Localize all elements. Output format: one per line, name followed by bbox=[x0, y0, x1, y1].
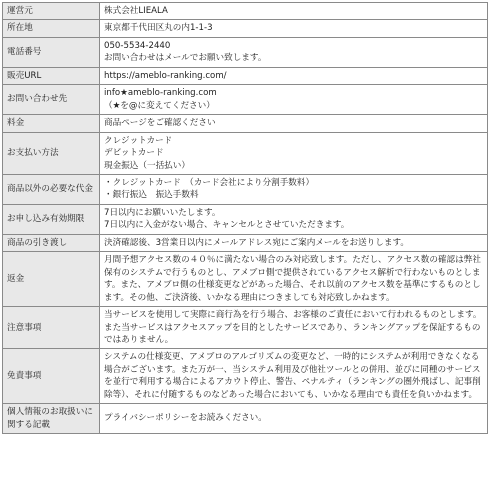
row-label: 個人情報のお取扱いに関する記載 bbox=[3, 404, 100, 434]
row-value bbox=[100, 307, 488, 349]
value-line: 当サービスを使用して実際に商行為を行う場合、お客様のご責任において行われるものとします。また当サービスはアクセスアップを目的としたサービスであり、ランキングアップを保証するものではありません。 bbox=[104, 310, 482, 345]
value-line: デビットカード bbox=[104, 148, 164, 159]
row-value bbox=[100, 20, 488, 37]
row-label: お支払い方法 bbox=[3, 132, 100, 174]
table-row bbox=[3, 20, 488, 37]
company-info-body bbox=[3, 3, 488, 434]
row-value bbox=[100, 404, 488, 434]
row-label: 返金 bbox=[3, 252, 100, 307]
contact-email-text: info★ameblo-ranking.com bbox=[104, 88, 217, 99]
table-row bbox=[3, 115, 488, 132]
row-value bbox=[100, 85, 488, 115]
row-label: お問い合わせ先 bbox=[3, 85, 100, 115]
row-value bbox=[100, 234, 488, 251]
row-label: 運営元 bbox=[3, 3, 100, 20]
table-row bbox=[3, 204, 488, 234]
value-line: 現金振込（一括払い） bbox=[104, 160, 190, 171]
row-value bbox=[100, 115, 488, 132]
row-value bbox=[100, 37, 488, 67]
table-row bbox=[3, 85, 488, 115]
value-line: 7日以内に入金がない場合、キャンセルとさせていただきます。 bbox=[104, 220, 350, 231]
table-row bbox=[3, 252, 488, 307]
value-line: 7日以内にお願いいたします。 bbox=[104, 207, 221, 218]
sales-url-link[interactable]: https://ameblo-ranking.com/ bbox=[104, 70, 227, 81]
table-row bbox=[3, 67, 488, 84]
company-info-table bbox=[2, 2, 488, 434]
value-line: ・銀行振込 振込手数料 bbox=[104, 190, 199, 201]
value-line: 株式会社LIEALA bbox=[104, 6, 168, 16]
table-row bbox=[3, 234, 488, 251]
value-line: 東京都千代田区丸の内1-1-3 bbox=[104, 23, 213, 34]
row-value bbox=[100, 252, 488, 307]
table-row bbox=[3, 307, 488, 349]
row-value bbox=[100, 3, 488, 20]
row-value bbox=[100, 132, 488, 174]
value-line: 月間予想アクセス数の４０％に満たない場合のみ対応致します。ただし、アクセス数の確認は弊社保有のシステムで行うものとし、アメブロ側で提供されているアクセス解析で行わないものとします。また、アメブロ側の仕様変更などがあった場合、それ以前のアクセス数を基準にするものとします。その他、ご決済後、いかなる理由につきましても対応致しかねます。 bbox=[104, 255, 481, 303]
row-label: お申し込み有効期限 bbox=[3, 204, 100, 234]
value-line: お問い合わせはメールでお願い致します。 bbox=[104, 53, 267, 64]
row-label: 商品以外の必要な代金 bbox=[3, 174, 100, 204]
value-line: （★を@に変えてください） bbox=[104, 100, 215, 111]
value-line: 商品ページをご確認ください bbox=[104, 118, 216, 129]
row-value bbox=[100, 67, 488, 84]
table-row bbox=[3, 404, 488, 434]
row-value bbox=[100, 349, 488, 404]
value-line: 決済確認後、3営業日以内にメールアドレス宛にご案内メールをお送りします。 bbox=[104, 237, 409, 248]
table-row bbox=[3, 349, 488, 404]
row-label: 免責事項 bbox=[3, 349, 100, 404]
table-row bbox=[3, 37, 488, 67]
row-label: 所在地 bbox=[3, 20, 100, 37]
row-value bbox=[100, 174, 488, 204]
value-line: 050-5534-2440 bbox=[104, 40, 171, 51]
row-label: 販売URL bbox=[3, 67, 100, 84]
row-label: 商品の引き渡し bbox=[3, 234, 100, 251]
table-row bbox=[3, 3, 488, 20]
row-label: 電話番号 bbox=[3, 37, 100, 67]
table-row bbox=[3, 132, 488, 174]
value-line: ・クレジットカード （カード会社により分割手数料） bbox=[104, 177, 315, 188]
table-row bbox=[3, 174, 488, 204]
value-line: システムの仕様変更、アメブロのアルゴリズムの変更など、一時的にシステムが利用できなくなる場合がございます。また万が一、当システム利用及び他社ツールとの併用、並びに同種のサービスを並行で利用する場合によるアカウト停止、警告、ペナルティ（ランキングの圏外飛ばし、記事削除等）、それに付随するものなどあった場合においても、いかなる理由でも責任を負いかねます。 bbox=[104, 352, 481, 400]
value-line: クレジットカード bbox=[104, 135, 173, 146]
row-label: 料金 bbox=[3, 115, 100, 132]
row-label: 注意事項 bbox=[3, 307, 100, 349]
privacy-policy-text: プライバシーポリシーをお読みください。 bbox=[104, 413, 267, 424]
row-value bbox=[100, 204, 488, 234]
